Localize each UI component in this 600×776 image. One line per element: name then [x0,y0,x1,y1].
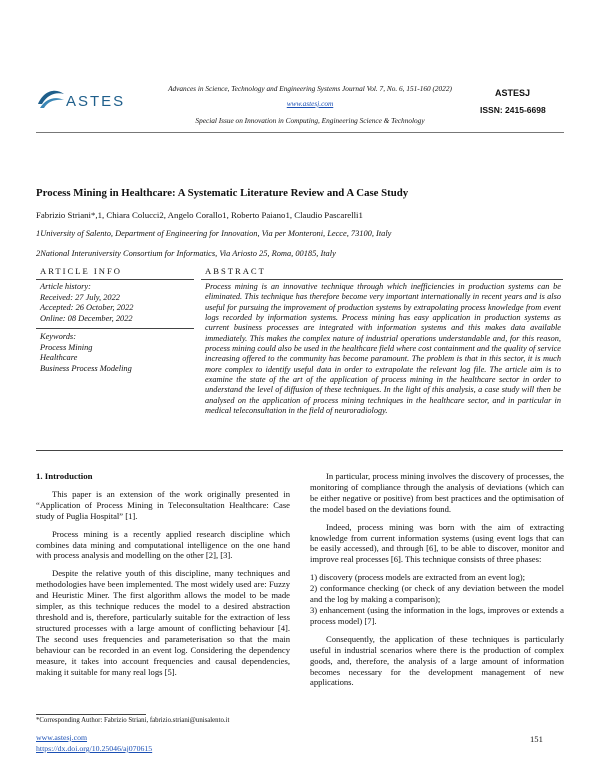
paragraph: Indeed, process mining was born with the aim of extracting knowledge from current information systems (using event logs that can be easily accessed), and through [6], to be able to discover, monitor and improve real processes [6]. This technique consists of three phases: [310,521,564,565]
keywords-rule [36,328,194,329]
corresponding-author-footnote: *Corresponding Author: Fabrizio Striani, fabrizio.striani@unisalento.it [36,717,230,724]
keyword-item: Business Process Modeling [40,363,132,373]
paragraph: This paper is an extension of the work originally presented in “Application of Process Mining in Teleconsultation Healthcare: Case study of Puglia Hospital” [1]. [36,488,290,521]
page-number: 151 [530,734,543,744]
footer-url-link[interactable]: www.astesj.com [36,733,88,742]
paragraph: Process mining is a recently applied research discipline which combines data mining and computational intelligence on the one hand with process analysis and modelling on the other [2], [3]. [36,528,290,561]
keywords-label: Keywords: [40,332,76,341]
journal-citation: Advances in Science, Technology and Engineering Systems Journal Vol. 7, No. 6, 151-160 (2022) [168,84,452,93]
logo-text: ASTES [66,93,126,110]
wave-logo-icon [36,86,66,112]
journal-logo [36,86,66,112]
paper-title: Process Mining in Healthcare: A Systematic Literature Review and A Case Study [36,187,409,199]
paragraph: Despite the relative youth of this discipline, many techniques and methodologies have been implemented. The most widely used are: Fuzzy and Heuristic Miner. The first algorithm allows the model to be made simpler, as this technique reduces the model to a desired abstraction threshold and is, therefore, particularly suitable for the extraction of less structured processes with a large amount of conflicting behaviour [4]. The second uses frequencies and parameterisation so that the main behaviour can be recorded in an event log. Considering the dependency measure, it takes into account frequencies and causal dependencies, making it suitable for many real logs [5]. [36,568,290,677]
abstract-heading: ABSTRACT [205,266,266,276]
affiliation-1: 1University of Salento, Department of Engineering for Innovation, Via per Monteroni, Lecce, 73100, Italy [36,229,392,238]
doi-link[interactable]: https://dx.doi.org/10.25046/aj070615 [36,744,153,753]
history-label: Article history: [40,282,91,291]
keywords-block [40,332,192,374]
journal-url-link[interactable]: www.astesj.com [286,99,334,108]
header-divider [36,132,564,133]
author-list: Fabrizio Striani*,1, Chiara Colucci2, Angelo Corallo1, Roberto Paiano1, Claudio Pascarelli1 [36,210,363,220]
right-column [310,471,564,695]
received-date: Received: 27 July, 2022 [40,292,120,302]
abstract-rule-top [201,279,563,280]
paragraph: In particular, process mining involves the discovery of processes, the monitoring of compliance through the analysis of deviations (which can be either negative or positive) from best practices and the optimisation of the model based on the deviations found. [310,471,564,514]
article-info-heading: ARTICLE INFO [40,266,122,276]
affiliation-2: 2National Interuniversity Consortium for Informatics, Via Ariosto 25, Roma, 00185, Italy [36,249,336,258]
article-info-rule [36,279,194,280]
section-heading: 1. Introduction [36,471,93,481]
article-history [40,282,192,324]
abstract-rule-bottom [36,450,563,451]
journal-abbr: ASTESJ [495,88,531,98]
paragraph: Consequently, the application of these techniques is particularly useful in industrial scenarios where there is the production of complex goods, and, therefore, the analysis of a large amount of information becomes necessary for the development management of new applications. [310,633,564,688]
online-date: Online: 08 December, 2022 [40,313,133,323]
abstract-text: Process mining is an innovative technique through which inefficiencies in production systems can be eliminated. This technique has therefore become very important internationally in recent years and is also useful for pursuing the improvement of production systems by extrapolating process knowledge from event logs recorded by information systems. Process mining has easy application in production systems as current business processes are integrated with information systems and this makes data available immediately. This makes the complex nature of industrial operations understandable and, for this reason, process mining could also be used in the healthcare field where cost containment and the quality of service increasing offered to the community has become paramount. The problem is that in this sector, it is much more complex to identify useful data in order to extrapolate the relevant log file. The article aim is to examine the state of the art of the application of process mining in the healthcare sector in order to understand the level of diffusion of these techniques. In the light of this analysis, a case study will then be analysed on the application of process mining techniques in the healthcare sector, and in particular in medical teleconsultation in the field of neuroradiology. [205,282,561,416]
special-issue: Special Issue on Innovation in Computing, Engineering Science & Technology [195,116,425,125]
issn: ISSN: 2415-6698 [480,105,546,115]
list-item: 3) enhancement (using the information in the logs, improves or extends a process model) [7]. [310,604,564,626]
list-item: 1) discovery (process models are extracted from an event log); [310,572,525,583]
list-item: 2) conformance checking (or check of any deviation between the model and the log by making a comparison); [310,583,564,605]
left-column [36,471,290,684]
accepted-date: Accepted: 26 October, 2022 [40,303,134,313]
keyword-item: Process Mining [40,342,93,352]
footnote-rule [36,714,146,715]
keyword-item: Healthcare [40,353,78,363]
